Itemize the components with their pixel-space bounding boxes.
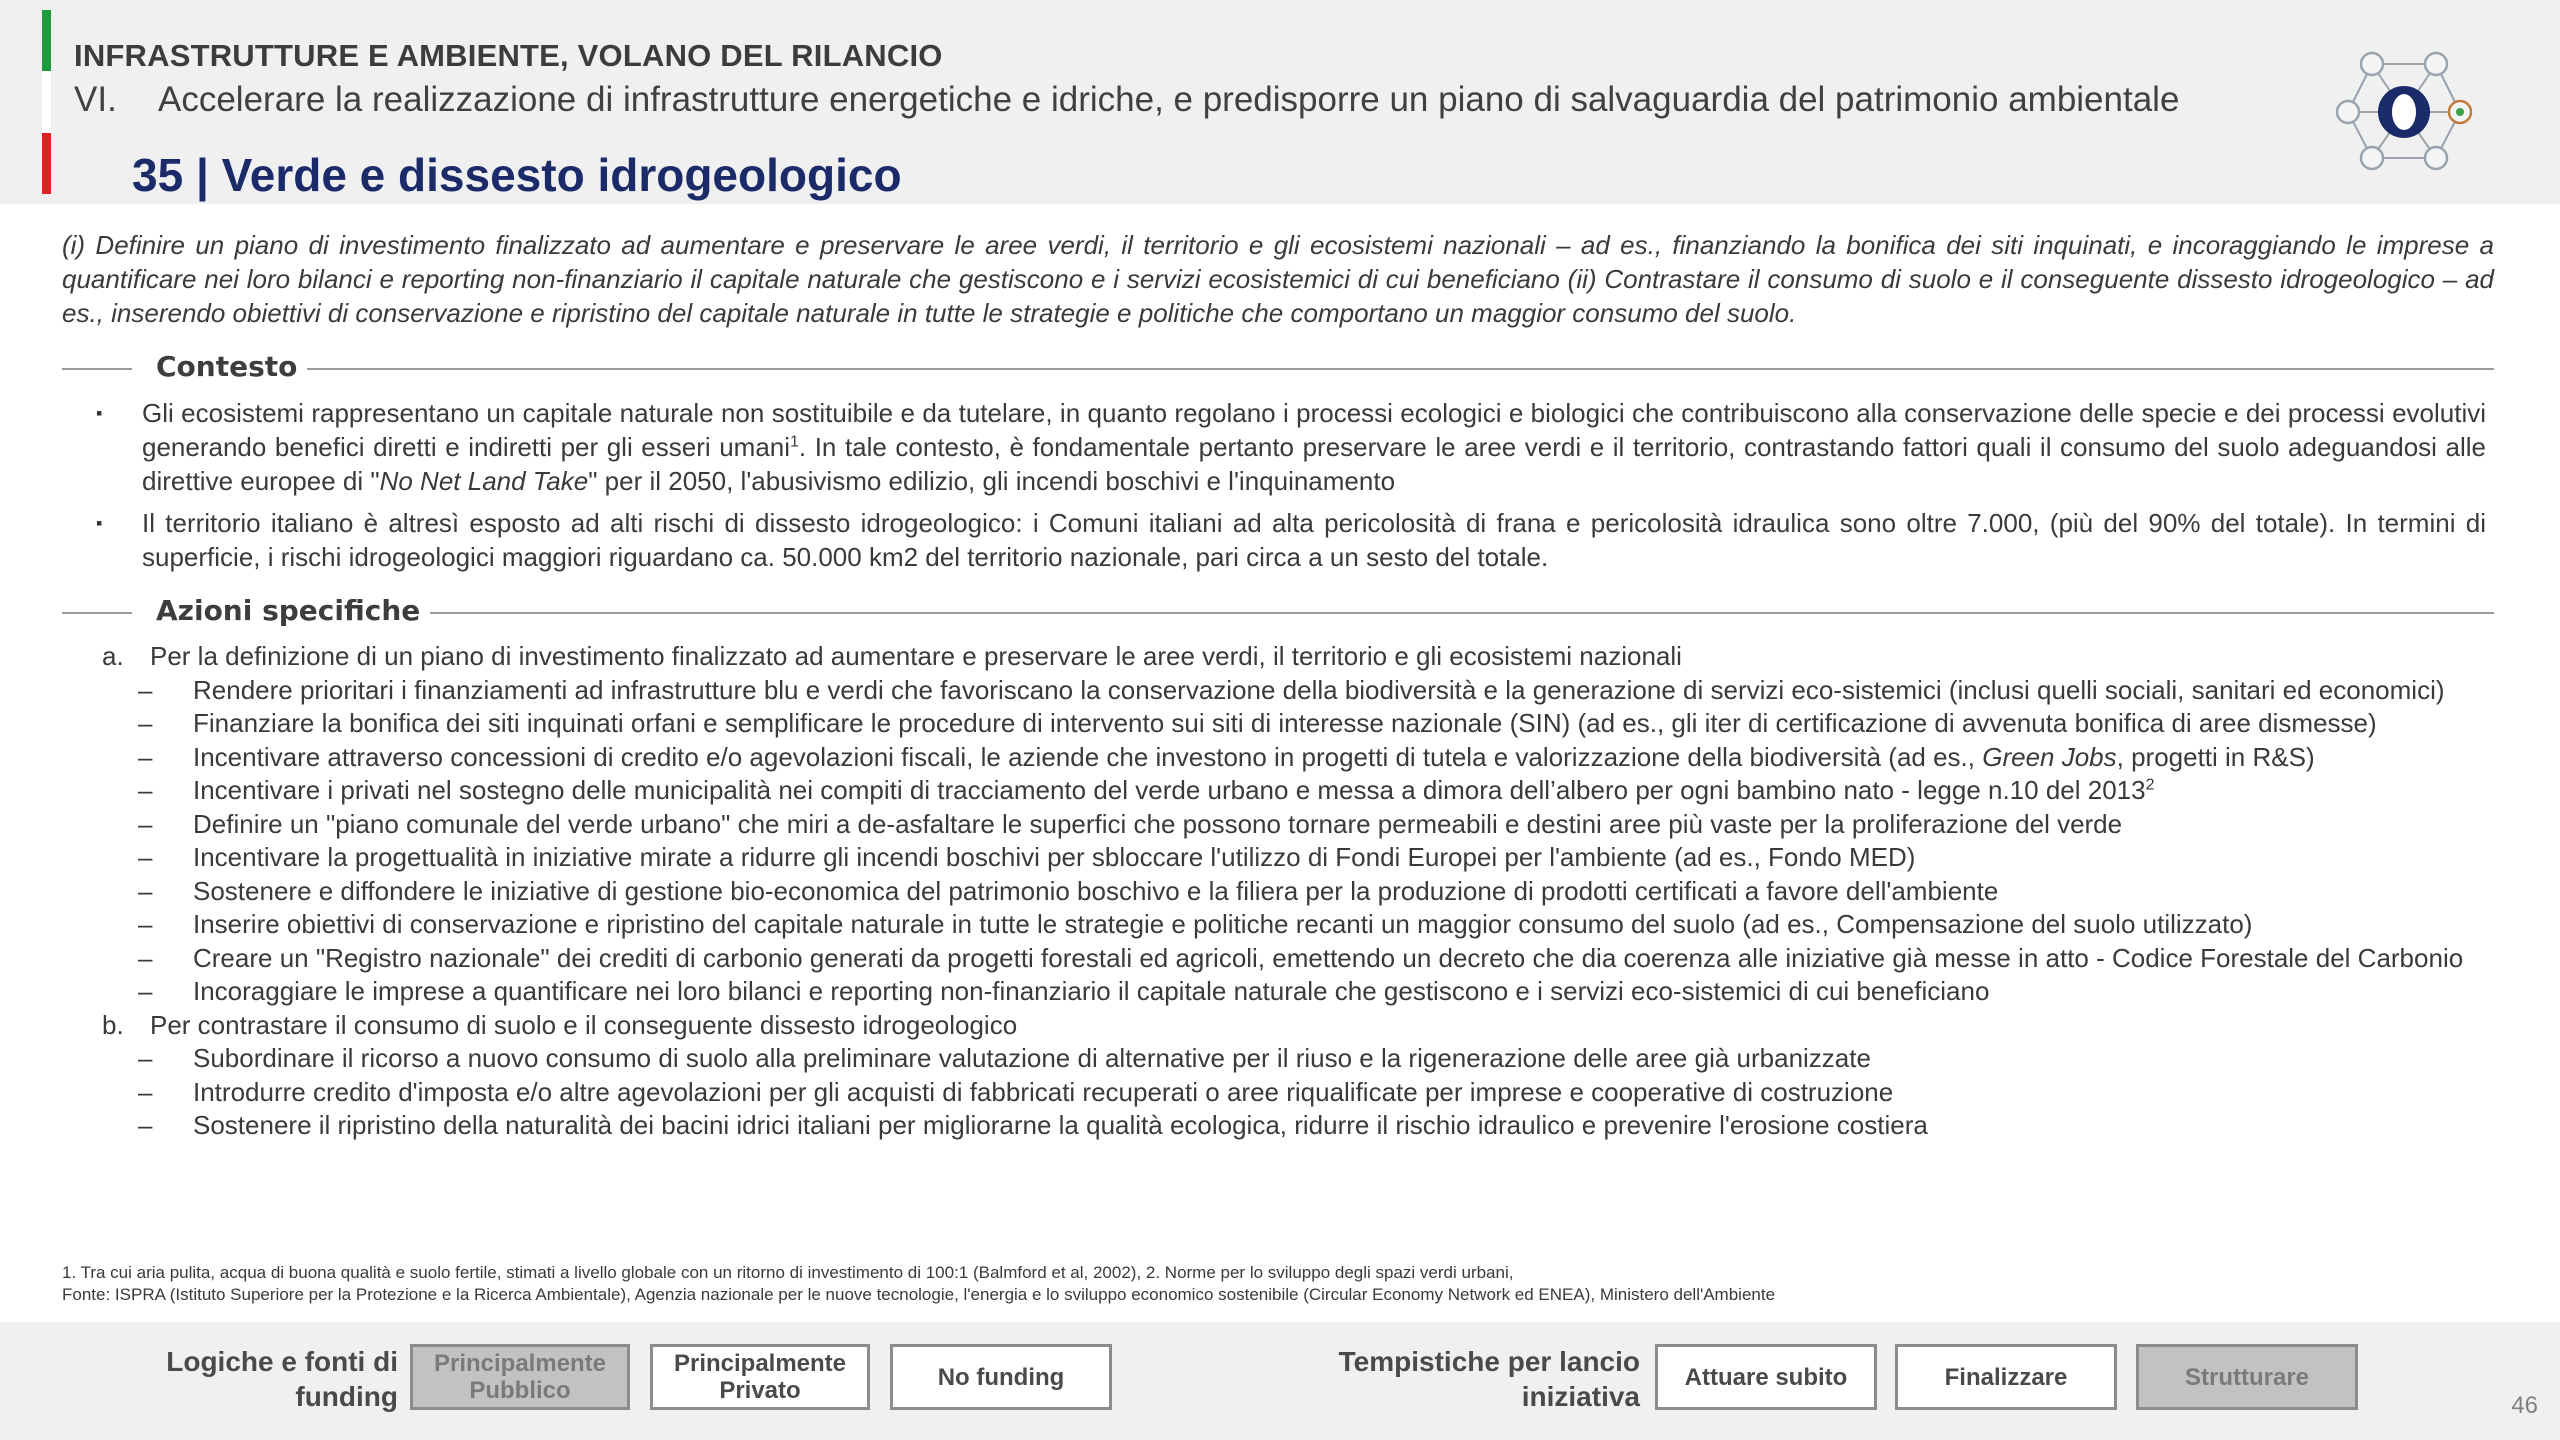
- timing-label: Tempistiche per lancio iniziativa: [1338, 1346, 1640, 1412]
- funding-label: Logiche e fonti di funding: [166, 1346, 398, 1412]
- funding-privato-option: Principalmente Privato: [650, 1344, 870, 1410]
- azioni-label: Azioni specifiche: [146, 594, 430, 627]
- list-item: – Incentivare i privati nel sostegno delle municipalità nei compiti di tracciamento del verde urbano e messa a dimora dell’albero per ogni bambino nato - legge n.10 del 2013$^2$: [138, 775, 2155, 805]
- list-item: ▪ Gli ecosistemi rappresentano un capitale naturale non sostituibile e da tutelare, in quanto regolano i processi ecologici e biologici che contribuiscono alla conservazione delle specie e dei processi evolutivi generando benefici diretti e indiretti per gli esseri umani$^1$. In tale contesto, è fondamentale pertanto preservare le aree verdi e il territorio, contrastando fattori quali il consumo del suolo adeguandosi alle direttive europee di "No Net Land Take" per il 2050, l'abusivismo edilizio, gli incendi boschivi e l'inquinamento: [96, 398, 2486, 496]
- contesto-section-header: [62, 348, 2494, 388]
- footnotes: [62, 1262, 2494, 1306]
- square-bullet-icon: ▪: [96, 403, 103, 423]
- list-item: – Subordinare il ricorso a nuovo consumo di suolo alla preliminare valutazione di alternative per il riuso e la rigenerazione delle aree già urbanizzate: [138, 1043, 1871, 1073]
- subtitle-number: VI.: [74, 80, 117, 119]
- timing-finalizzare-option: Finalizzare: [1895, 1344, 2117, 1410]
- contesto-label: Contesto: [146, 350, 307, 383]
- action-group-a: a. Per la definizione di un piano di investimento finalizzato ad aumentare e preservare le aree verdi, il territorio e gli ecosistemi nazionali: [102, 641, 1682, 671]
- list-item: – Inserire obiettivi di conservazione e ripristino del capitale naturale in tutte le strategie e politiche recanti un maggior consumo del suolo (ad es., Compensazione del suolo utilizzato): [138, 909, 2253, 939]
- italian-flag-bar: [42, 10, 51, 194]
- network-ring-logo-icon: [2334, 40, 2474, 180]
- list-item: – Incoraggiare le imprese a quantificare nei loro bilanci e reporting non-finanziario il capitale naturale che gestiscono e i servizi eco-sistemici di cui beneficiano: [138, 976, 1990, 1006]
- chapter-kicker: INFRASTRUTTURE E AMBIENTE, VOLANO DEL RILANCIO: [74, 38, 943, 73]
- footnote-text: 1. Tra cui aria pulita, acqua di buona qualità e suolo fertile, stimati a livello globale con un ritorno di investimento di 100:1 (Balmford et al, 2002), 2. Norme per lo sviluppo degli spazi verdi urbani,: [62, 1263, 1514, 1282]
- list-item: – Sostenere e diffondere le iniziative di gestione bio-economica del patrimonio boschivo e la filiera per la produzione di prodotti certificati a favore dell'ambiente: [138, 875, 1999, 906]
- azioni-section-header: [62, 592, 2494, 632]
- chapter-subtitle: [74, 80, 2179, 120]
- page-number: 46: [2511, 1392, 2538, 1419]
- funding-timing-bar: [0, 1322, 2560, 1440]
- list-item: – Introdurre credito d'imposta e/o altre agevolazioni per gli acquisti di fabbricati recuperati o aree riqualificate per imprese e cooperative di costruzione: [138, 1076, 1894, 1107]
- azioni-list: [100, 640, 2490, 1143]
- list-item: – Rendere prioritari i finanziamenti ad infrastrutture blu e verdi che favoriscano la conservazione della biodiversità e la generazione di servizi eco-sistemici (inclusi quelli sociali, sanitari ed economici): [138, 674, 2445, 705]
- slide-header: [0, 0, 2560, 204]
- funding-none-option: No funding: [890, 1344, 1112, 1410]
- funding-pubblico-option: Principalmente Pubblico: [410, 1344, 630, 1410]
- list-item: – Sostenere il ripristino della naturalità dei bacini idrici italiani per migliorarne la qualità ecologica, ridurre il rischio idraulico e prevenire l'erosione costiera: [138, 1110, 1928, 1140]
- list-item: – Creare un "Registro nazionale" dei crediti di carbonio generati da progetti forestali ed agricoli, emettendo un decreto che dia coerenza alle iniziative già messe in atto - Codice Forestale del Carbonio: [138, 942, 2464, 973]
- action-group-b: b. Per contrastare il consumo di suolo e il conseguente dissesto idrogeologico: [102, 1009, 1018, 1040]
- page-title: 35 | Verde e dissesto idrogeologico: [132, 149, 902, 201]
- source-text: Fonte: ISPRA (Istituto Superiore per la Protezione e la Ricerca Ambientale), Agenzia nazionale per le nuove tecnologie, l'energia e lo sviluppo economico sostenibile (Circular Economy Network ed ENEA), Ministero dell'Ambiente: [62, 1285, 1776, 1304]
- contesto-bullets: [94, 396, 2486, 582]
- subtitle-text: Accelerare la realizzazione di infrastrutture energetiche e idriche, e predisporre un piano di salvaguardia del patrimonio ambientale: [158, 80, 2180, 119]
- list-item: – Finanziare la bonifica dei siti inquinati orfani e semplificare le procedure di intervento sui siti di interesse nazionale (SIN) (ad es., gli iter di certificazione di avvenuta bonifica di aree dismesse): [138, 708, 2377, 738]
- list-item: – Definire un "piano comunale del verde urbano" che miri a de-asfaltare le superfici che possono tornare permeabili e destini aree più vaste per la proliferazione del verde: [138, 808, 2123, 839]
- list-item: – Incentivare attraverso concessioni di credito e/o agevolazioni fiscali, le aziende che investono in progetti di tutela e valorizzazione della biodiversità (ad es., Green Jobs, progetti in R&S): [138, 741, 2315, 772]
- list-item: ▪ Il territorio italiano è altresì esposto ad alti rischi di dissesto idrogeologico: i Comuni italiani ad alta pericolosità di frana e pericolosità idraulica sono oltre 7.000, (più del 90% del totale). In termini di superficie, i rischi idrogeologici maggiori riguardano ca. 50.000 km2 del territorio nazionale, pari circa a un sesto del totale.: [96, 508, 2486, 572]
- list-item: – Incentivare la progettualità in iniziative mirate a ridurre gli incendi boschivi per sbloccare l'utilizzo di Fondi Europei per l'ambiente (ad es., Fondo MED): [138, 842, 1916, 872]
- timing-attuare-option: Attuare subito: [1655, 1344, 1877, 1410]
- intro-objectives: (i) Definire un piano di investimento finalizzato ad aumentare e preservare le aree verdi, il territorio e gli ecosistemi nazionali – ad es., finanziando la bonifica dei siti inquinati, e incoraggiando le imprese a quantificare nei loro bilanci e reporting non-finanziario il capitale naturale che gestiscono e i servizi ecosistemici di cui beneficiano (ii) Contrastare il consumo di suolo e il conseguente dissesto idrogeologico – ad es., inserendo obiettivi di conservazione e ripristino del capitale naturale in tutte le strategie e politiche che comportano un maggior consumo del suolo.: [62, 230, 2494, 328]
- timing-strutturare-option: Strutturare: [2136, 1344, 2358, 1410]
- square-bullet-icon: ▪: [96, 513, 103, 533]
